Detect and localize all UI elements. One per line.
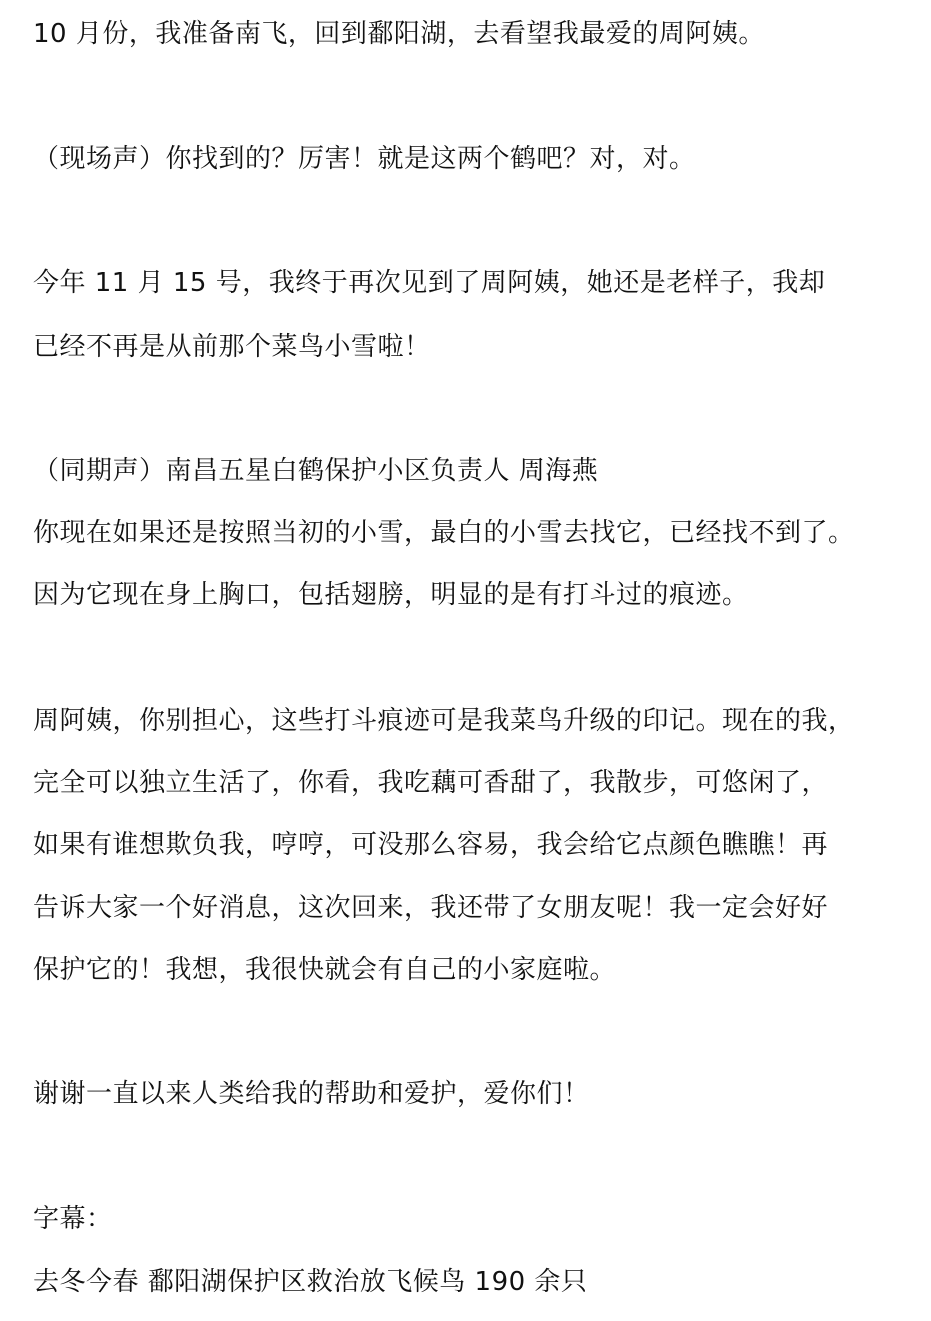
paragraph-line-2: （现场声）你找到的？厉害！就是这两个鹤吧？对，对。: [33, 144, 696, 174]
paragraph-line-15: 去冬今春 鄱阳湖保护区救治放飞候鸟 190 余只: [33, 1267, 588, 1297]
paragraph-line-3: 今年 11 月 15 号，我终于再次见到了周阿姨，她还是老样子，我却: [33, 268, 826, 298]
paragraph-line-12: 保护它的！我想，我很快就会有自己的小家庭啦。: [33, 955, 617, 985]
paragraph-line-6: 你现在如果还是按照当初的小雪，最白的小雪去找它，已经找不到了。: [33, 518, 855, 548]
paragraph-line-1: 10 月份，我准备南飞，回到鄱阳湖，去看望我最爱的周阿姨。: [33, 19, 765, 49]
paragraph-line-8: 周阿姨，你别担心，这些打斗痕迹可是我菜鸟升级的印记。现在的我，: [33, 706, 855, 736]
paragraph-line-4: 已经不再是从前那个菜鸟小雪啦！: [33, 332, 431, 362]
paragraph-line-14: 字幕：: [33, 1204, 113, 1234]
paragraph-line-11: 告诉大家一个好消息，这次回来，我还带了女朋友呢！我一定会好好: [33, 893, 829, 923]
paragraph-line-7: 因为它现在身上胸口，包括翅膀，明显的是有打斗过的痕迹。: [33, 580, 749, 610]
paragraph-line-9: 完全可以独立生活了，你看，我吃藕可香甜了，我散步，可悠闲了，: [33, 768, 829, 798]
paragraph-line-5: （同期声）南昌五星白鹤保护小区负责人 周海燕: [33, 456, 599, 486]
paragraph-line-10: 如果有谁想欺负我，哼哼，可没那么容易，我会给它点颜色瞧瞧！再: [33, 830, 829, 860]
paragraph-line-13: 谢谢一直以来人类给我的帮助和爱护，爱你们！: [33, 1079, 590, 1109]
